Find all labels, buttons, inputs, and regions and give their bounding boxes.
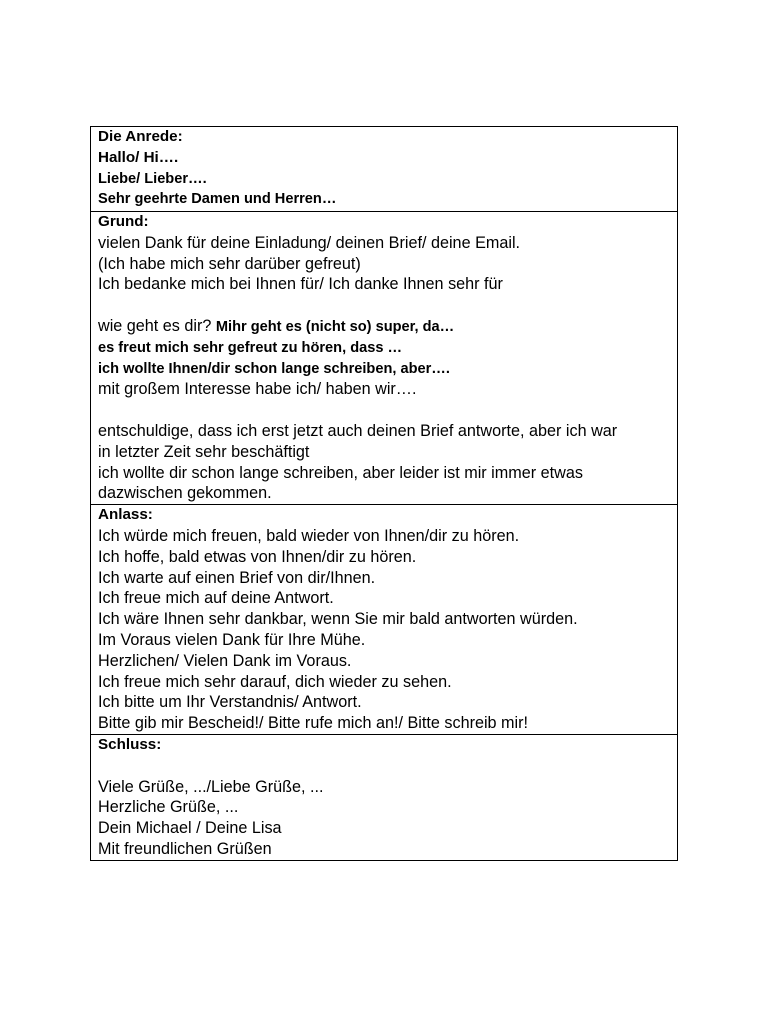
phrase-line-mixed [98, 316, 670, 338]
section-grund-cell [91, 212, 678, 505]
phrase-line: Herzlichen/ Vielen Dank im Voraus. [98, 651, 352, 670]
section-schluss [91, 734, 678, 860]
phrase-line: Ich hoffe, bald etwas von Ihnen/dir zu hören. [98, 547, 417, 566]
paragraph-line: in letzter Zeit sehr beschäftigt [98, 442, 310, 461]
spacer [98, 400, 670, 421]
section-anrede [91, 127, 678, 212]
phrase-line: Dein Michael / Deine Lisa [98, 819, 282, 838]
phrase-line: Liebe/ Lieber…. [98, 170, 207, 187]
section-anlass-cell [91, 505, 678, 735]
paragraph-line: entschuldige, dass ich erst jetzt auch deinen Brief antworte, aber ich war [98, 421, 618, 440]
phrase-line: Sehr geehrte Damen und Herren… [98, 191, 337, 208]
section-heading: Grund: [98, 213, 149, 230]
phrase-table [90, 126, 678, 861]
phrase-line: Bitte gib mir Bescheid!/ Bitte rufe mich an!/ Bitte schreib mir! [98, 714, 529, 733]
phrase-bold-part: Mihr geht es (nicht so) super, da… [215, 318, 455, 335]
section-schluss-cell [91, 734, 678, 860]
spacer [98, 756, 670, 777]
phrase-line: es freut mich sehr gefreut zu hören, dass … [98, 339, 403, 356]
phrase-line: Ich bitte um Ihr Verstandnis/ Antwort. [98, 693, 362, 712]
spacer [98, 295, 670, 316]
paragraph-line: dazwischen gekommen. [98, 484, 272, 503]
section-heading: Anlass: [98, 506, 153, 524]
phrase-line: Ich freue mich sehr darauf, dich wieder zu sehen. [98, 672, 452, 691]
phrase-line: ich wollte Ihnen/dir schon lange schreiben, aber…. [98, 360, 450, 377]
phrase-line: (Ich habe mich sehr darüber gefreut) [98, 254, 361, 273]
phrase-line: Ich wäre Ihnen sehr dankbar, wenn Sie mir bald antworten würden. [98, 610, 578, 629]
phrase-line: Im Voraus vielen Dank für Ihre Mühe. [98, 630, 366, 649]
phrase-line: Ich warte auf einen Brief von dir/Ihnen. [98, 568, 376, 587]
phrase-line: mit großem Interesse habe ich/ haben wir…. [98, 380, 417, 399]
phrase-line: Hallo/ Hi…. [98, 148, 179, 166]
phrase-line: Viele Grüße, .../Liebe Grüße, ... [98, 777, 324, 796]
phrase-line: Ich bedanke mich bei Ihnen für/ Ich danke Ihnen sehr für [98, 275, 503, 294]
phrase-line: Mit freundlichen Grüßen [98, 839, 272, 858]
section-heading: Schluss: [98, 735, 162, 753]
paragraph-line: ich wollte dir schon lange schreiben, aber leider ist mir immer etwas [98, 463, 583, 482]
phrase-normal-part: wie geht es dir? [98, 316, 216, 335]
section-heading: Die Anrede: [98, 128, 183, 145]
phrase-line: Herzliche Grüße, ... [98, 798, 239, 817]
phrase-line: vielen Dank für deine Einladung/ deinen Brief/ deine Email. [98, 233, 521, 252]
phrase-line: Ich würde mich freuen, bald wieder von Ihnen/dir zu hören. [98, 526, 520, 545]
section-anrede-cell [91, 127, 678, 212]
section-grund [91, 212, 678, 505]
section-anlass [91, 505, 678, 735]
phrase-line: Ich freue mich auf deine Antwort. [98, 589, 334, 608]
